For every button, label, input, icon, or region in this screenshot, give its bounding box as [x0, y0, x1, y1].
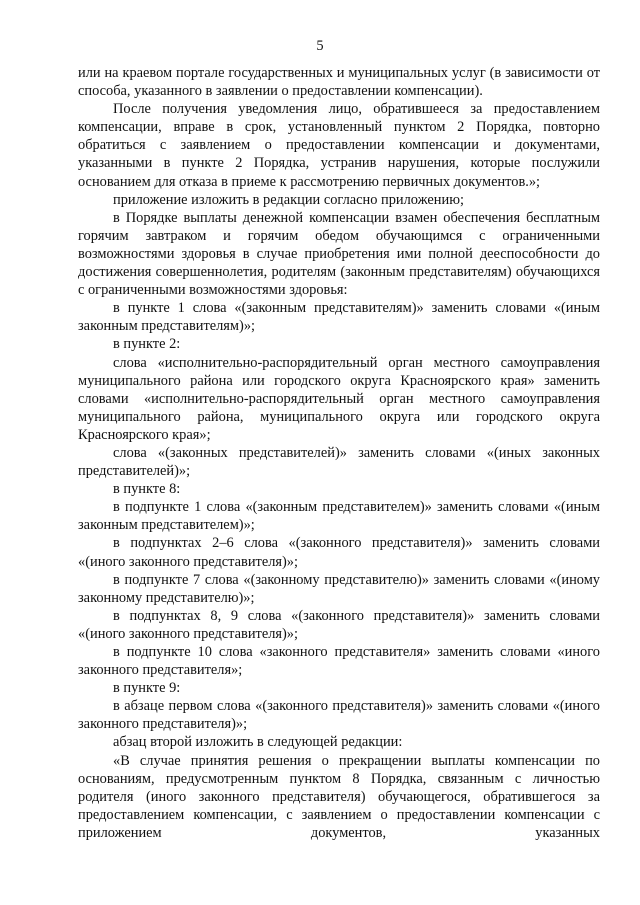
paragraph: в пункте 2:: [113, 336, 181, 353]
paragraph: в пункте 9:: [113, 680, 181, 697]
paragraph: слова «исполнительно-распорядительный орган местного самоуправления муниципального района или городского округа Красноярского края» заменить словами «исполнительно-распорядительный орган местного самоуправления муниципального района, муниципального округа или городского округа Красноярского края»;: [78, 354, 600, 443]
paragraph: абзац второй изложить в следующей редакции:: [113, 734, 403, 751]
paragraph: в подпунктах 2–6 слова «(законного представителя)» заменить словами «(иного законного представителя)»;: [78, 535, 600, 570]
paragraph: в подпункте 1 слова «(законным представителем)» заменить словами «(иным законным представителем)»;: [78, 499, 600, 534]
paragraph: в подпункте 7 слова «(законному представителю)» заменить словами «(иному законному представителю)»;: [78, 571, 600, 606]
paragraph: После получения уведомления лицо, обратившееся за предоставлением компенсации, вправе в срок, установленный пунктом 2 Порядка, повторно обратиться с заявлением о предоставлении компенсации и документами, указанными в пункте 2 Порядка, устранив нарушения, которые послужили основанием для отказа в приеме к рассмотрению первичных документов.»;: [78, 101, 600, 190]
paragraph: в абзаце первом слова «(законного представителя)» заменить словами «(иного законного представителя)»;: [78, 698, 600, 733]
paragraph: в пункте 8:: [113, 481, 181, 498]
paragraph: в подпунктах 8, 9 слова «(законного представителя)» заменить словами «(иного законного представителя)»;: [78, 607, 600, 642]
paragraph: слова «(законных представителей)» заменить словами «(иных законных представителей)»;: [78, 444, 600, 480]
paragraph: «В случае принятия решения о прекращении выплаты компенсации по основаниям, предусмотренным пунктом 8 Порядка, связанным с личностью родителя (иного законного представителя) обучающегося, обратившегося за предоставлением компенсации, с заявлением о предоставлении компенсации с приложением документов, указанных: [78, 752, 600, 841]
paragraph: в подпункте 10 слова «законного представителя» заменить словами «иного законного представителя»;: [78, 644, 600, 679]
paragraph: или на краевом портале государственных и муниципальных услуг (в зависимости от способа, указанного в заявлении о предоставлении компенсации).: [78, 65, 600, 100]
document-body: [78, 64, 600, 842]
paragraph: в Порядке выплаты денежной компенсации взамен обеспечения бесплатным горячим завтраком и горячим обедом обучающимся с ограниченными возможностями здоровья в случае приобретения ими полной дееспособности до достижения совершеннолетия, родителям (законным представителям) обучающихся с ограниченными возможностями здоровья:: [78, 209, 600, 299]
paragraph: в пункте 1 слова «(законным представителям)» заменить словами «(иным законным представителям)»;: [78, 300, 600, 335]
page-number: 5: [316, 38, 324, 54]
paragraph: приложение изложить в редакции согласно приложению;: [113, 191, 464, 208]
